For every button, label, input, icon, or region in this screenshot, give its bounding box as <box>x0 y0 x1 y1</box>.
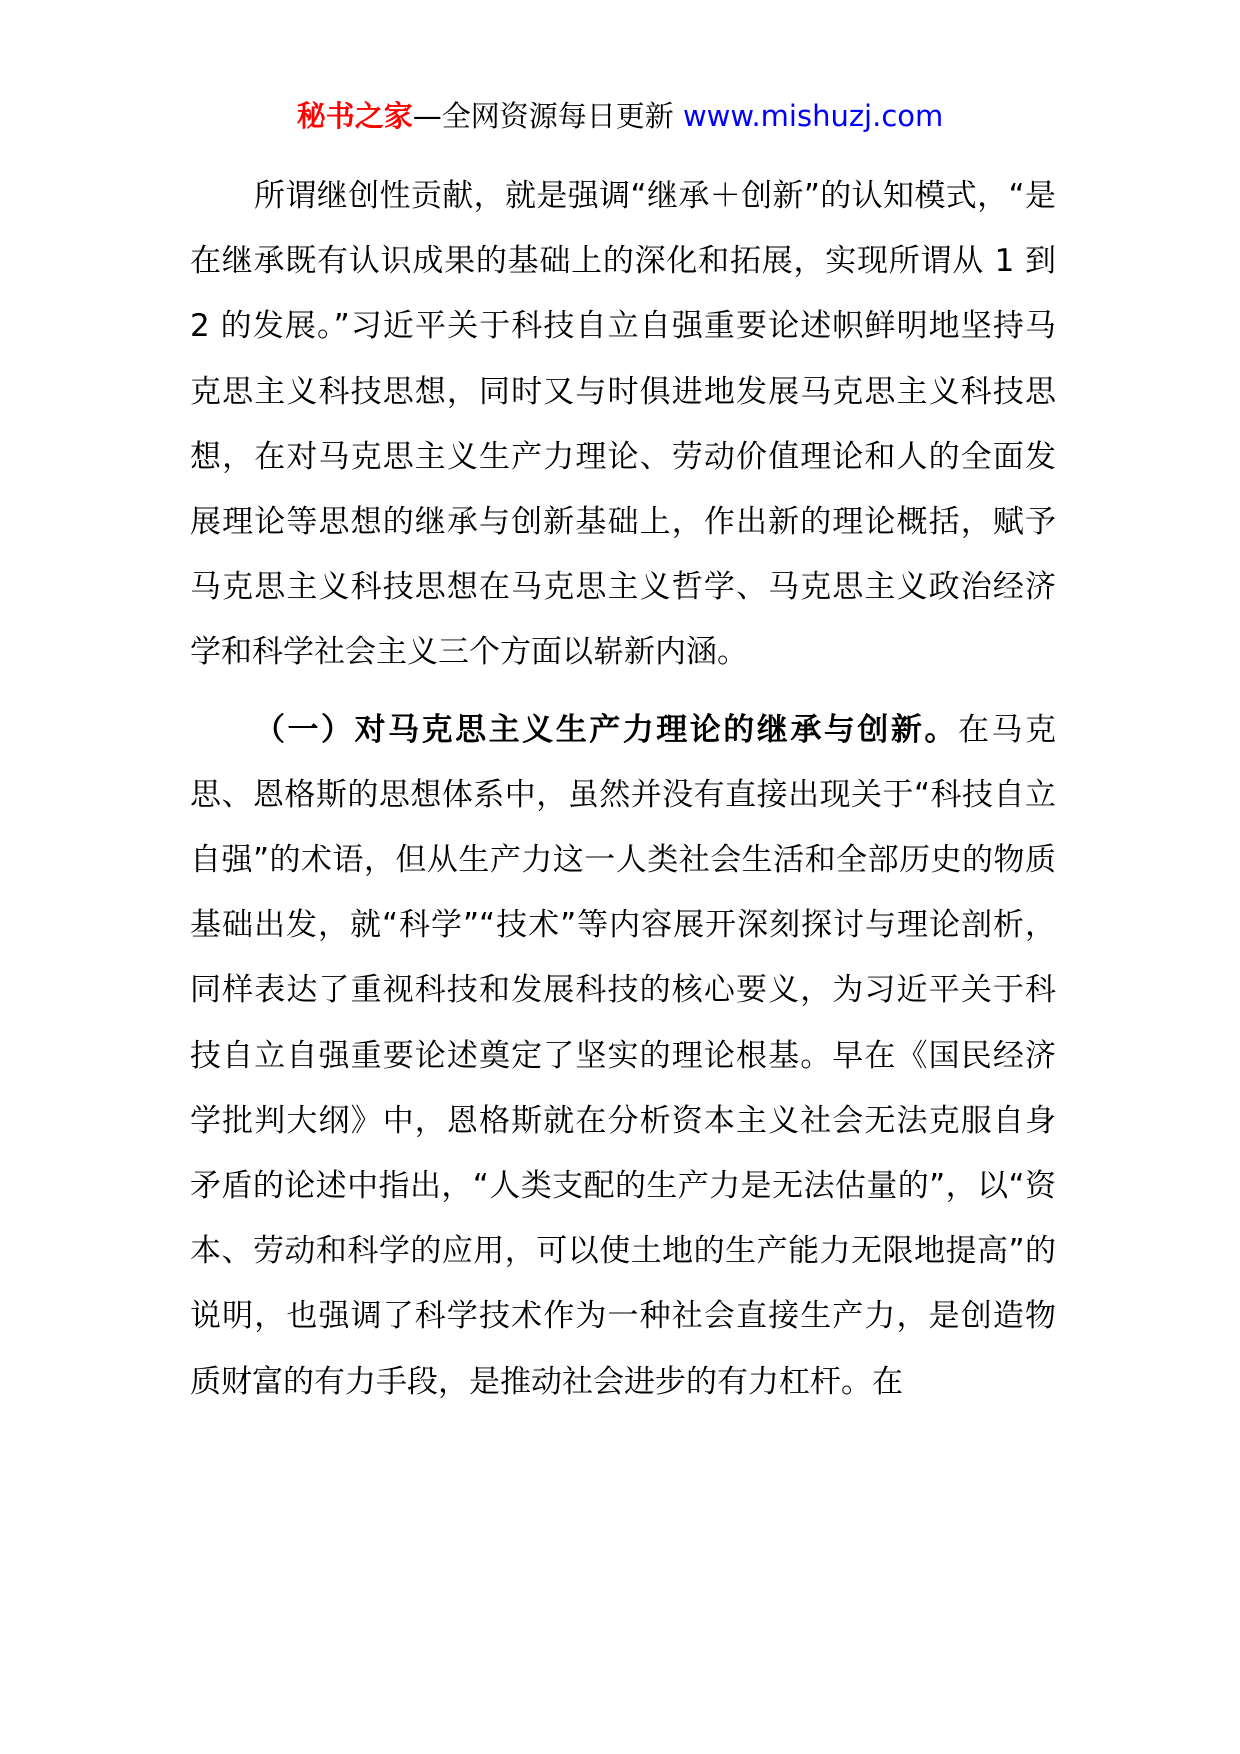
paragraph-section-1-text: 在马克思、恩格斯的思想体系中，虽然并没有直接出现关于“科技自立自强”的术语，但从生产力这一人类社会生活和全部历史的物质基础出发，就“科学”“技术”等内容展开深刻探讨与理论剖析，同样表达了重视科技和发展科技的核心要义，为习近平关于科技自立自强重要论述奠定了坚实的理论根基。早在《国民经济学批判大纲》中，恩格斯就在分析资本主义社会无法克服自身矛盾的论述中指出，“人类支配的生产力是无法估量的”，以“资本、劳动和科学的应用，可以使土地的生产能力无限地提高”的说明，也强调了科学技术作为一种社会直接生产力，是创造物质财富的有力手段，是推动社会进步的有力杠杆。在 <box>190 711 1057 1400</box>
section-heading: （一）对马克思主义生产力理论的继承与创新。 <box>254 711 958 748</box>
site-url-link[interactable]: www.mishuzj.com <box>682 99 944 133</box>
header-tagline: —全网资源每日更新 <box>412 99 674 133</box>
paragraph-intro: 所谓继创性贡献，就是强调“继承＋创新”的认知模式，“是在继承既有认识成果的基础上的深化和拓展，实现所谓从 1 到 2 的发展。”习近平关于科技自立自强重要论述帜鲜明地坚持马克思主义科技思想，同时又与时俱进地发展马克思主义科技思想，在对马克思主义生产力理论、劳动价值理论和人的全面发展理论等思想的继承与创新基础上，作出新的理论概括，赋予马克思主义科技思想在马克思主义哲学、马克思主义政治经济学和科学社会主义三个方面以崭新内涵。 <box>190 178 1056 671</box>
paragraph-section-1 <box>190 698 1056 1415</box>
page-header <box>0 96 1240 136</box>
brand-name: 秘书之家 <box>296 99 413 133</box>
document-body <box>190 164 1056 1415</box>
